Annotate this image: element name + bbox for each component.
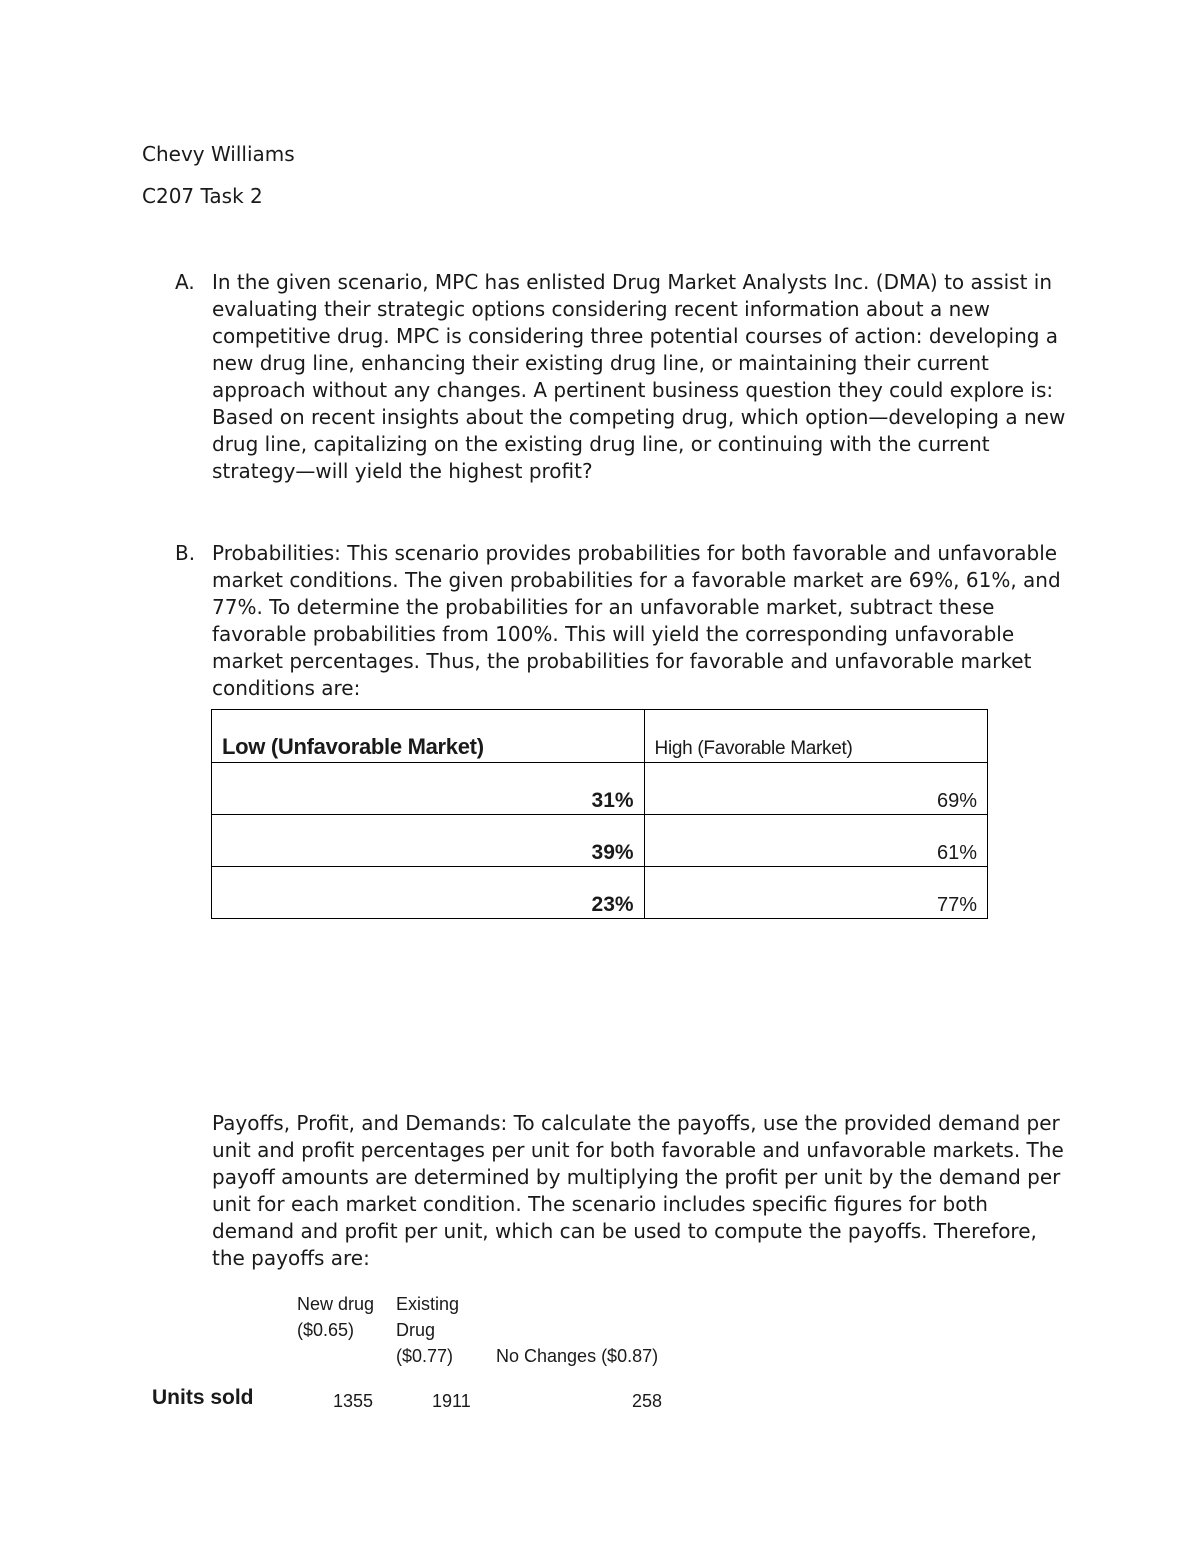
probability-table-header bbox=[212, 710, 988, 763]
low-probability-cell: 31% bbox=[212, 763, 645, 815]
existing-drug-column-header: Existing Drug ($0.77) bbox=[396, 1294, 460, 1366]
table-row bbox=[212, 763, 988, 815]
section-b-text: Probabilities: This scenario provides probabilities for both favorable and unfavorable market conditions. The given probabilities for a favorable market are 69%, 61%, and 77%. To determine the probabilities for an unfavorable market, subtract these favorable probabilities from 100%. This will yield the corresponding unfavorable market percentages. Thus, the probabilities for favorable and unfavorable market conditions are: bbox=[212, 541, 1061, 700]
low-probability-cell: 23% bbox=[212, 867, 645, 919]
new-drug-column-header: New drug ($0.65) bbox=[297, 1294, 375, 1340]
existing-drug-units: 1911 bbox=[432, 1391, 471, 1411]
no-changes-column-header: No Changes ($0.87) bbox=[496, 1346, 659, 1366]
low-probability-cell: 39% bbox=[212, 815, 645, 867]
section-b bbox=[175, 540, 1065, 700]
section-a bbox=[175, 269, 1065, 519]
course-title: C207 Task 2 bbox=[142, 184, 263, 208]
author-name: Chevy Williams bbox=[142, 142, 295, 166]
high-probability-cell: 69% bbox=[644, 763, 987, 815]
new-drug-units: 1355 bbox=[333, 1391, 374, 1411]
header-low-market: Low (Unfavorable Market) bbox=[212, 710, 645, 763]
payoffs-paragraph: Payoffs, Profit, and Demands: To calculate the payoffs, use the provided demand per unit and profit percentages per unit for both favorable and unfavorable markets. The payoff amounts are determined by multiplying the profit per unit by the demand per unit for each market condition. The scenario includes specific figures for both demand and profit per unit, which can be used to compute the payoffs. Therefore, the payoffs are: bbox=[212, 1111, 1064, 1270]
section-a-text: In the given scenario, MPC has enlisted Drug Market Analysts Inc. (DMA) to assist in evaluating their strategic options considering recent information about a new competitive drug. MPC is considering three potential courses of action: developing a new drug line, enhancing their existing drug line, or maintaining their current approach without any changes. A pertinent business question they could explore is: Based on recent insights about the competing drug, which option—developing a new drug line, capitalizing on the existing drug line, or continuing with the current strategy—will yield the highest profit? bbox=[212, 270, 1066, 483]
section-b-marker: B. bbox=[175, 541, 196, 565]
probability-table bbox=[211, 709, 988, 919]
high-probability-cell: 61% bbox=[644, 815, 987, 867]
header-high-market: High (Favorable Market) bbox=[644, 710, 987, 763]
section-a-marker: A. bbox=[175, 270, 195, 294]
table-row bbox=[212, 815, 988, 867]
units-sold-label: Units sold bbox=[152, 1386, 254, 1409]
high-probability-cell: 77% bbox=[644, 867, 987, 919]
table-row bbox=[212, 867, 988, 919]
no-changes-units: 258 bbox=[632, 1391, 663, 1411]
